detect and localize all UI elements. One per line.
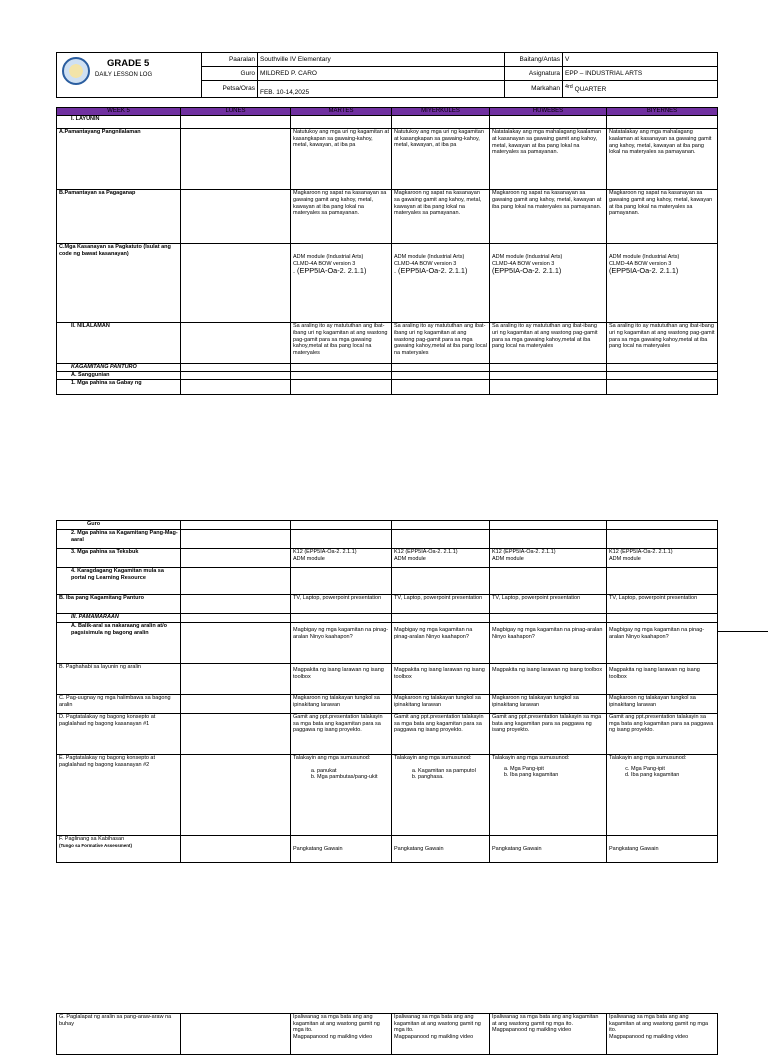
- e-intro: Talakayin ang mga sumusunod:: [293, 755, 371, 761]
- teksbuk-module: ADM module: [293, 555, 325, 562]
- teacher-label: Guro: [202, 67, 258, 81]
- e-intro: Talakayin ang mga sumusunod:: [394, 755, 472, 761]
- c-line2: CLMD-4A BOW version 3: [293, 260, 356, 267]
- cell-b-huwebes: Magkaroon ng sapat na kasanayan sa gawaing gamit ang kahoy, metal, kawayan at iba pang lokal na materyales sa pamayanan.: [490, 190, 607, 244]
- g-cut: Magpapanood ng maikling video: [609, 1033, 689, 1040]
- cell-teksbuk-martes: [291, 549, 392, 568]
- cell-d-martes: Gamit ang ppt.presentation talakayin sa mga bata ang kagamitan para sa paggawa ng isang proyekto.: [291, 714, 392, 755]
- kagamitang-mag-aaral-label: 2. Mga pahina sa Kagamitang Pang-Mag-aaral: [57, 530, 181, 549]
- c-line1: ADM module (Industrial Arts): [394, 254, 465, 261]
- teacher-value: MILDRED P. CARO: [258, 67, 505, 81]
- subject-value: EPP – INDUSTRIAL ARTS: [563, 67, 718, 81]
- cell-f-martes: Pangkatang Gawain: [291, 836, 392, 863]
- balik-aral-label: A. Balik-aral sa nakaraang aralin at/o pagsisimula ng bagong aralin: [57, 623, 181, 664]
- cell-iba-huwebes: TV, Laptop, powerpoint presentation: [490, 595, 607, 614]
- e-item: d. Iba pang kagamitan: [631, 772, 715, 779]
- teksbuk-code: K12 (EPP5IA-Oa-2. 2.1.1): [492, 549, 556, 555]
- karagdagang-label: 4. Karagdagang Kagamitan mula sa portal ng Learning Resource: [57, 568, 181, 595]
- cell-pag-uugnay-martes: Magkaroon ng talakayan tungkol sa ipinakitang larawan: [291, 695, 392, 714]
- column-biyernes: BIYERNES: [607, 108, 718, 116]
- teksbuk-code: K12 (EPP5IA-Oa-2. 2.1.1): [394, 549, 458, 555]
- cell-paghahabi-martes: Magpakita ng isang larawan ng isang toolbox: [291, 664, 392, 695]
- cell-pag-uugnay-biyernes: Magkaroon ng talakayan tungkol sa ipinakitang larawan: [607, 695, 718, 714]
- teksbuk-module: ADM module: [394, 555, 426, 562]
- cell-a-miyerkules: Natutukoy ang mga uri ng kagamitan at kasangkapan sa gawaing-kahoy, metal, kawayan, at iba pa: [392, 129, 490, 190]
- cell-e-huwebes: [490, 755, 607, 836]
- cell-nil-biyernes: Sa araling ito ay matututhan ang ibat-ibang uri ng kagamitan at ang wastong pag-gamit para sa mga gawaing kahoy,metal at iba pang local na materyales: [607, 323, 718, 364]
- cell-a-biyernes: Natatalakay ang mga mahalagang kaalaman at kasanayan sa gawaing gamit ang kahoy, metal, kawayan at iba pang lokal na materyales sa pamayanan.: [607, 129, 718, 190]
- cell-c-miyerkules: [392, 244, 490, 323]
- cell-nil-miyerkules: Sa araling ito ay matututhan ang ibat-ibang uri ng kagamitan at ang wastong pag-gamit para sa mga gawaing kahoy,metal at iba pang local na materyales: [392, 323, 490, 364]
- header-table: [56, 52, 718, 98]
- lesson-table-page1: [56, 107, 718, 395]
- guro-label: Guro: [57, 521, 181, 530]
- cell-f-biyernes: Pangkatang Gawain: [607, 836, 718, 863]
- g-text: Ipaliwanag sa mga bata ang ang kagamitan at ang wastong gamit ng mga ito.: [609, 1014, 709, 1034]
- paglinang-sub: (Tungo sa Formative Assessment): [59, 842, 133, 848]
- stray-rule: [717, 631, 768, 632]
- gabay-label: 1. Mga pahina sa Gabay ng: [57, 380, 181, 395]
- cell-teksbuk-miyerkules: [392, 549, 490, 568]
- g-cut: Magpapanood ng maikling video: [394, 1033, 474, 1040]
- c-line2: CLMD-4A BOW version 3: [609, 260, 672, 267]
- cell-d-biyernes: Gamit ang ppt.presentation talakayin sa mga bata ang kagamitan para sa paggawa ng isang proyekto.: [607, 714, 718, 755]
- c-line2: CLMD-4A BOW version 3: [394, 260, 457, 267]
- lesson-table-page2: [56, 520, 718, 863]
- e-intro: Talakayin ang mga sumusunod:: [609, 755, 687, 761]
- c-line2: CLMD-4A BOW version 3: [492, 260, 555, 267]
- iba-pang-label: B. Iba pang Kagamitang Panturo: [57, 595, 181, 614]
- e-item: a. panukat: [317, 768, 389, 775]
- paglalapat-label: G. Paglalapat ng aralin sa pang-araw-araw na buhay: [57, 1014, 181, 1055]
- level-label: Baitang/Antas: [505, 53, 563, 67]
- c-code: . (EPP5IA-Oa-2. 2.1.1): [394, 266, 468, 276]
- paghahabi-label: B. Paghahabi sa layunin ng aralin: [57, 664, 181, 695]
- quarter-label: Markahan: [505, 81, 563, 98]
- c-line1: ADM module (Industrial Arts): [609, 254, 680, 261]
- c-code: (EPP5IA-Oa-2. 2.1.1): [609, 266, 679, 276]
- cell-g-biyernes: [607, 1014, 718, 1055]
- e-item: a. Kagamitan sa pamputol: [418, 768, 487, 775]
- column-martes: MARTES: [291, 108, 392, 116]
- e-item: b. Mga pambutas/pang-ukit: [317, 774, 389, 781]
- teksbuk-code: K12 (EPP5IA-Oa-2. 2.1.1): [609, 549, 673, 555]
- column-huwebes: HUWEBES: [490, 108, 607, 116]
- sanggunian-heading: A. Sanggunian: [57, 372, 181, 380]
- row-label-pamantayan-pagaganap: B.Pamantayan sa Pagaganap: [57, 190, 181, 244]
- cell-b-biyernes: Magkaroon ng sapat na kasanayan sa gawaing gamit ang kahoy, metal, kawayan at iba pang lokal na materyales sa pamayanan.: [607, 190, 718, 244]
- cell-iba-martes: TV, Laptop, powerpoint presentation: [291, 595, 392, 614]
- e-item: c. Mga Pang-ipit: [631, 766, 715, 773]
- teksbuk-code: K12 (EPP5IA-Oa-2. 2.1.1): [293, 549, 357, 555]
- cell-a-martes: Natutukoy ang mga uri ng kagamitan at kasangkapan sa gawaing-kahoy, metal, kawayan, at iba pa: [291, 129, 392, 190]
- cell-nil-huwebes: Sa araling ito ay matututhan ang ibat-ibang uri ng kagamitan at ang wastong pag-gamit para sa mga gawaing kahoy,metal at iba pang local na materyales: [490, 323, 607, 364]
- konsepto2-label: E. Pagtatalakay ng bagong konsepto at paglalahad ng bagong kasanayan #2: [57, 755, 181, 836]
- cell-balik-martes: Magbigay ng mga kagamitan na pinag-aralan Ninyo kaahapon?: [291, 623, 392, 664]
- layunin-heading: I. LAYUNIN: [57, 116, 181, 129]
- school-value: Southville IV Elementary: [258, 53, 505, 67]
- date-value: FEB. 10-14,2025: [258, 81, 505, 98]
- column-miyerkules: MIYERKULES: [392, 108, 490, 116]
- level-value: V: [563, 53, 718, 67]
- cell-balik-biyernes: Magbigay ng mga kagamitan na pinag-aralan Ninyo kaahapon?: [607, 623, 718, 664]
- g-text: Ipaliwanag sa mga bata ang ang kagamitan at ang wastong gamit ng mga ito.: [492, 1014, 599, 1027]
- teksbuk-module: ADM module: [492, 555, 524, 562]
- logo-cell: [57, 53, 202, 98]
- school-label: Paaralan: [202, 53, 258, 67]
- quarter-value: [563, 81, 718, 98]
- cell-e-biyernes: [607, 755, 718, 836]
- subject-label: Asignatura: [505, 67, 563, 81]
- cell-a-huwebes: Natatalakay ang mga mahalagang kaalaman at kasanayan sa gawaing gamit ang kahoy, metal, kawayan at iba pang lokal na materyales sa pamayanan.: [490, 129, 607, 190]
- cell-iba-miyerkules: TV, Laptop, powerpoint presentation: [392, 595, 490, 614]
- cell-e-martes: [291, 755, 392, 836]
- c-code: (EPP5IA-Oa-2. 2.1.1): [492, 266, 562, 276]
- e-intro: Talakayin ang mga sumusunod:: [492, 755, 570, 761]
- row-label-pamantayang-pangnilalaman: A.Pamantayang Pangnilalaman: [57, 129, 181, 190]
- cell-e-miyerkules: [392, 755, 490, 836]
- konsepto1-label: D. Pagtatalakay ng bagong konsepto at paglalahad ng bagong kasanayan #1: [57, 714, 181, 755]
- cell-c-biyernes: [607, 244, 718, 323]
- teksbuk-label: 3. Mga pahina sa Teksbuk: [57, 549, 181, 568]
- kagamitan-heading: KAGAMITANG PANTURO: [57, 364, 181, 372]
- pamamaraan-heading: III. PAMAMARAAN: [57, 614, 181, 623]
- e-item: a. Mga Pang-ipit: [510, 766, 604, 773]
- cell-teksbuk-biyernes: [607, 549, 718, 568]
- cell-d-huwebes: Gamit ang ppt.presentation talakayin sa mga bata ang kagamitan para sa paggawa ng isang proyekto.: [490, 714, 607, 755]
- date-label: Petsa/Oras: [202, 81, 258, 98]
- cell-b-miyerkules: Magkaroon ng sapat na kasanayan sa gawaing gamit ang kahoy, metal, kawayan at iba pang lokal na materyales sa pamayanan.: [392, 190, 490, 244]
- cell-pag-uugnay-huwebes: Magkaroon ng talakayan tungkol sa ipinakitang larawan: [490, 695, 607, 714]
- cell-f-huwebes: Pangkatang Gawain: [490, 836, 607, 863]
- cell-paghahabi-biyernes: Magpakita ng isang larawan ng isang toolbox: [607, 664, 718, 695]
- paglinang-label: [57, 836, 181, 863]
- cell-nil-martes: Sa araling ito ay matututhan ang ibat-ibang uri ng kagamitan at ang wastong pag-gamit para sa mga gawaing kahoy,metal at iba pang local na materyales: [291, 323, 392, 364]
- g-text: Ipaliwanag sa mga bata ang ang kagamitan at ang wastong gamit ng mga ito.: [293, 1014, 380, 1034]
- nilalaman-heading: II. NILALAMAN: [57, 323, 181, 364]
- cell-d-miyerkules: Gamit ang ppt.presentation talakayin sa mga bata ang kagamitan para sa paggawa ng isang proyekto.: [392, 714, 490, 755]
- quarter-number: 4rd: [565, 84, 573, 91]
- c-line1: ADM module (Industrial Arts): [293, 254, 364, 261]
- cell-paghahabi-miyerkules: Magpakita ng isang larawan ng isang toolbox: [392, 664, 490, 695]
- e-item: b. panghasa.: [418, 774, 487, 781]
- quarter-word: QUARTER: [574, 86, 607, 94]
- cell-balik-miyerkules: Magbigay ng mga kagamitan na pinag-aralan Ninyo kaahapon?: [392, 623, 490, 664]
- column-lunes: LUNES: [181, 108, 291, 116]
- c-code: . (EPP5IA-Oa-2. 2.1.1): [293, 266, 367, 276]
- row-label-kasanayan: C.Mga Kasanayan sa Pagkatuto (Isulat ang code ng bawat kasanayan): [57, 244, 181, 323]
- g-cut: Magpapanood ng maikling video: [293, 1033, 373, 1040]
- cell-g-huwebes: [490, 1014, 607, 1055]
- grade-title: GRADE 5: [107, 58, 150, 69]
- lesson-table-page3: [56, 1013, 718, 1055]
- pag-uugnay-label: C. Pag-uugnay ng mga halimbawa sa bagong aralin: [57, 695, 181, 714]
- paglinang-title: F. Paglinang sa Kabihasan: [59, 836, 125, 842]
- cell-paghahabi-huwebes: Magpakita ng isang larawan ng isang toolbox: [490, 664, 607, 695]
- cell-c-huwebes: [490, 244, 607, 323]
- log-subtitle: DAILY LESSON LOG: [95, 72, 153, 78]
- cell-b-martes: Magkaroon ng sapat na kasanayan sa gawaing gamit ang kahoy, metal, kawayan at iba pang lokal na materyales sa pamayanan.: [291, 190, 392, 244]
- cell-c-martes: [291, 244, 392, 323]
- cell-balik-huwebes: Magbigay ng mga kagamitan na pinag-aralan Ninyo kaahapon?: [490, 623, 607, 664]
- cell-pag-uugnay-miyerkules: Magkaroon ng talakayan tungkol sa ipinakitang larawan: [392, 695, 490, 714]
- cell-iba-biyernes: TV, Laptop, powerpoint presentation: [607, 595, 718, 614]
- deped-seal-icon: [62, 57, 90, 85]
- e-item: b. Iba pang kagamitan: [510, 772, 604, 779]
- g-text: Ipaliwanag sa mga bata ang ang kagamitan at ang wastong gamit ng mga ito.: [394, 1014, 481, 1034]
- g-cut: Magpapanood ng maikling video: [492, 1027, 572, 1034]
- column-week: WEEK 5: [57, 108, 181, 116]
- cell-teksbuk-huwebes: [490, 549, 607, 568]
- cell-g-miyerkules: [392, 1014, 490, 1055]
- cell-f-miyerkules: Pangkatang Gawain: [392, 836, 490, 863]
- cell-g-martes: [291, 1014, 392, 1055]
- c-line1: ADM module (Industrial Arts): [492, 254, 563, 261]
- teksbuk-module: ADM module: [609, 555, 641, 562]
